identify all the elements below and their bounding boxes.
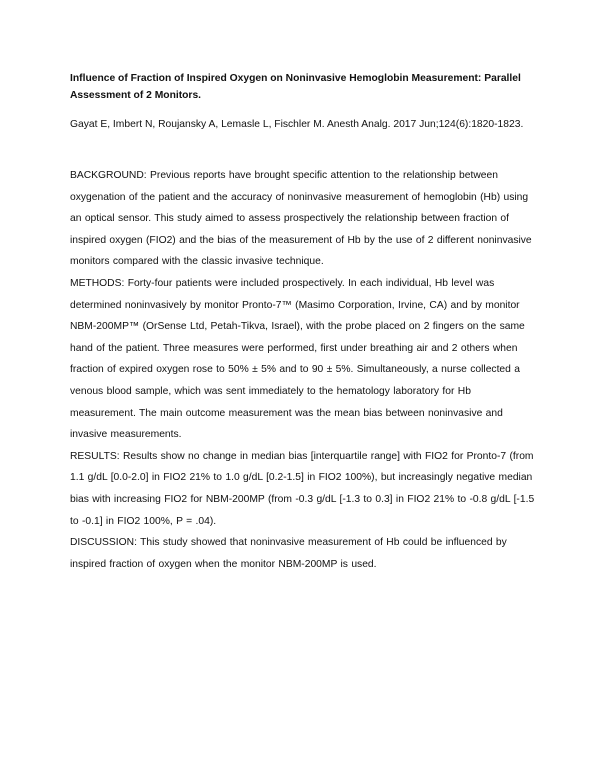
- abstract-methods: METHODS: Forty-four patients were included prospectively. In each individual, Hb level was determined noninvasively by monitor Pronto-7™ (Masimo Corporation, Irvine, CA) and by monitor NBM-200MP™ (OrSense Ltd, Petah-Tikva, Israel), with the probe placed on 2 fingers on the same hand of the patient. Three measures were performed, first under breathing air and 2 others when fraction of expired oxygen rose to 50% ± 5% and to 90 ± 5%. Simultaneously, a nurse collected a venous blood sample, which was sent immediately to the hematology laboratory for Hb measurement. The main outcome measurement was the mean bias between noninvasive and invasive measurements.: [70, 277, 525, 441]
- abstract-discussion: DISCUSSION: This study showed that noninvasive measurement of Hb could be influenced by inspired fraction of oxygen when the monitor NBM-200MP is used.: [70, 537, 507, 570]
- abstract-results: RESULTS: Results show no change in median bias [interquartile range] with FIO2 for Pronto-7 (from 1.1 g/dL [0.0-2.0] in FIO2 21% to 1.0 g/dL [0.2-1.5] in FIO2 100%), but increasingly negative median bias with increasing FIO2 for NBM-200MP (from -0.3 g/dL [-1.3 to 0.3] in FIO2 21% to -0.8 g/dL [-1.5 to -0.1] in FIO2 100%, P = .04).: [70, 450, 535, 527]
- abstract-body: [70, 165, 540, 575]
- paper-title: Influence of Fraction of Inspired Oxygen on Noninvasive Hemoglobin Measurement: Parallel Assessment of 2 Monitors.: [70, 73, 521, 101]
- abstract-background: BACKGROUND: Previous reports have brought specific attention to the relationship between oxygenation of the patient and the accuracy of noninvasive measurement of hemoglobin (Hb) using an optical sensor. This study aimed to assess prospectively the relationship between fraction of inspired oxygen (FIO2) and the bias of the measurement of Hb by the use of 2 different noninvasive monitors compared with the classic invasive technique.: [70, 170, 532, 268]
- abstract-content: [70, 70, 540, 575]
- paper-citation: Gayat E, Imbert N, Roujansky A, Lemasle L, Fischler M. Anesth Analg. 2017 Jun;124(6):1820-1823.: [70, 119, 524, 130]
